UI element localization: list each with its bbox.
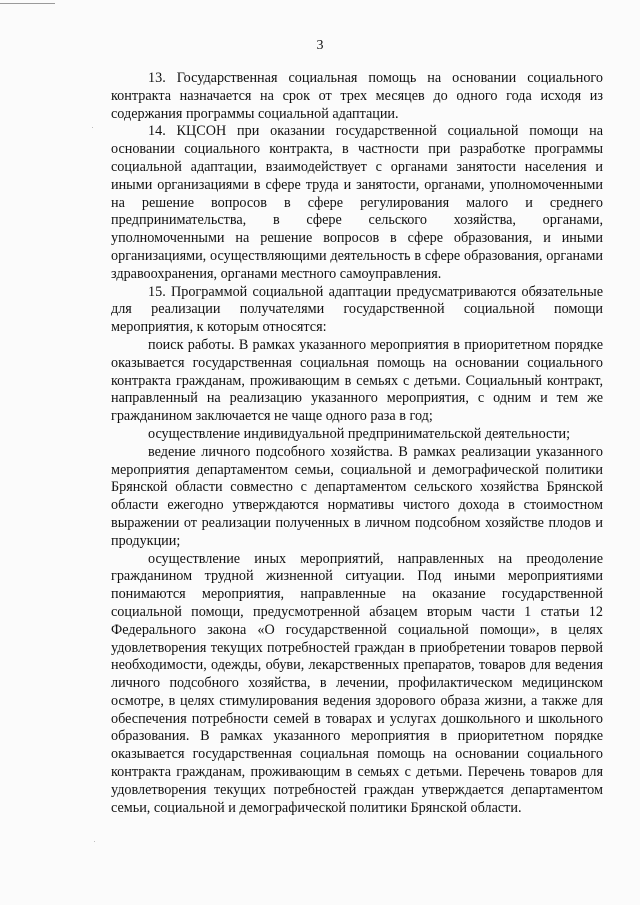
list-item-job-search: поиск работы. В рамках указанного мероприятия в приоритетном порядке оказывается государственная социальная помощь на основании социального контракта гражданам, проживающим в семьях с детьми. Социальный контракт, направленный на реализацию указанного мероприятия, с одним и тем же гражданином заключается не чаще одного раза в год; [111,336,603,425]
scan-dot [94,841,95,842]
paragraph-15: 15. Программой социальной адаптации предусматриваются обязательные для реализации получателями государственной социальной помощи мероприятия, к которым относятся: [111,283,603,336]
paragraph-13: 13. Государственная социальная помощь на основании социального контракта назначается на срок от трех месяцев до одного года исходя из содержания программы социальной адаптации. [111,70,603,122]
document-body [111,70,603,817]
page-number: 3 [316,38,324,53]
scan-dot [92,127,93,128]
list-item-entrepreneurship: осуществление индивидуальной предпринимательской деятельности; [148,425,571,442]
scan-corner-line [0,3,55,4]
list-item-household-farming: ведение личного подсобного хозяйства. В рамках реализации указанного мероприятия департаментом семьи, социальной и демографической политики Брянской области совместно с департаментом сельского хозяйства Брянской области ежегодно утверждаются нормативы чистого дохода в стоимостном выражении от реализации полученных в личном подсобном хозяйстве плодов и продукции; [111,443,603,549]
list-item-other-measures: осуществление иных мероприятий, направленных на преодоление гражданином трудной жизненной ситуации. Под иными мероприятиями понимаются мероприятия, направленные на оказание государственной социальной помощи, предусмотренной абзацем вторым части 1 статьи 12 Федерального закона «О государственной социальной помощи», в целях удовлетворения текущих потребностей граждан в приобретении товаров первой необходимости, одежды, обуви, лекарственных препаратов, товаров для ведения личного подсобного хозяйства, в лечении, профилактическом медицинском осмотре, в целях стимулирования ведения здорового образа жизни, а также для обеспечения потребности семей в товарах и услугах дошкольного и школьного образования. В рамках указанного мероприятия в приоритетном порядке оказывается государственная социальная помощь на основании социального контракта гражданам, проживающим в семьях с детьми. Перечень товаров для удовлетворения текущих потребностей граждан утверждается департаментом семьи, социальной и демографической политики Брянской области. [111,550,603,816]
paragraph-14: 14. КЦСОН при оказании государственной социальной помощи на основании социального контракта, в частности при разработке программы социальной адаптации, взаимодействует с органами занятости населения и иными организациями в сфере труда и занятости, органами, уполномоченными на решение вопросов в сфере регулирования малого и среднего предпринимательства, в сфере сельского хозяйства, органами, уполномоченными на решение вопросов в сфере образования, и иными организациями, осуществляющими деятельность в сфере образования, органами здравоохранения, органами местного самоуправления. [111,123,603,282]
